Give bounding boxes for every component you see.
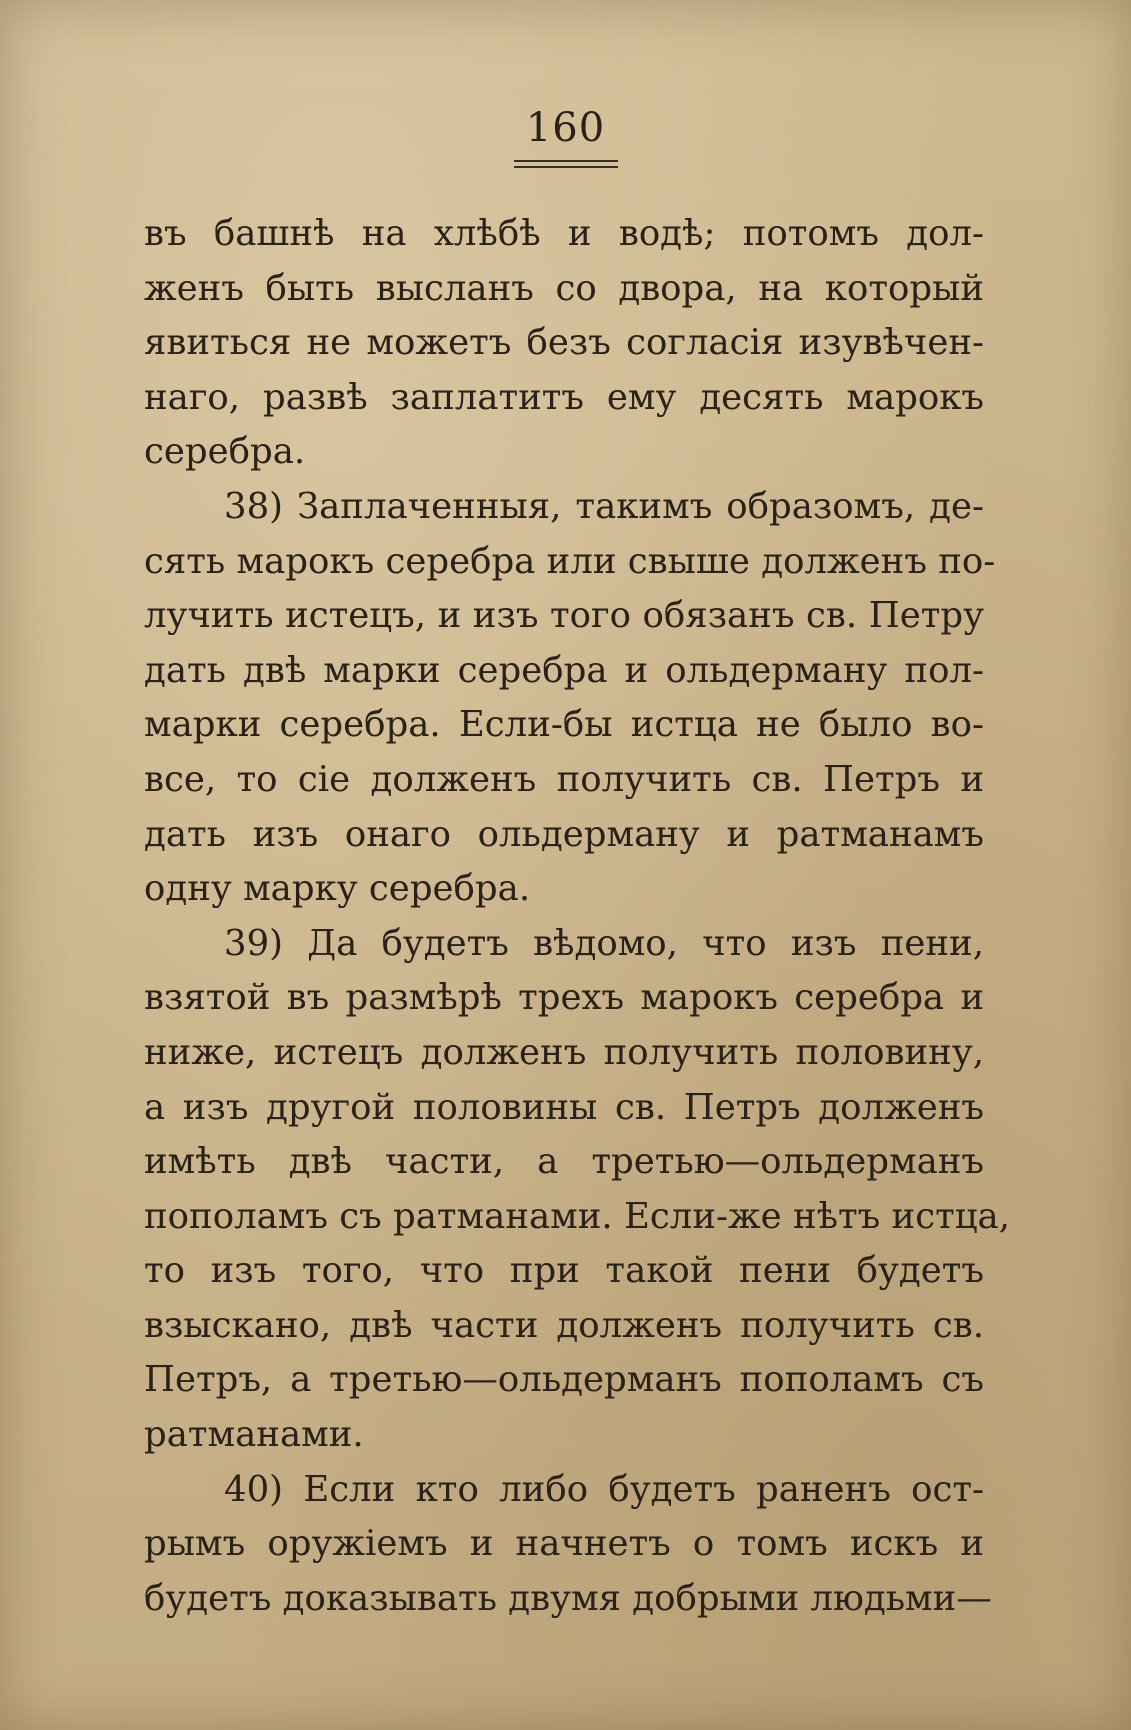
- paragraph-38: [144, 480, 996, 917]
- page-header: [0, 104, 1131, 168]
- text-line: одну марку серебра.: [144, 868, 531, 910]
- text-line: взыскано, двѣ части долженъ получить св.: [144, 1304, 984, 1346]
- text-line: то изъ того, что при такой пени будетъ: [144, 1250, 984, 1292]
- text-line: пополамъ съ ратманами. Если-же нѣтъ истца,: [144, 1195, 1010, 1237]
- text-line: дать двѣ марки серебра и ольдерману пол-: [144, 649, 984, 691]
- text-line: 40) Если кто либо будетъ раненъ ост-: [224, 1468, 984, 1510]
- text-line: все, то сіе долженъ получить св. Петръ и: [144, 758, 984, 800]
- body-text: [144, 207, 1010, 1626]
- paragraph-39: [144, 917, 1010, 1463]
- text-line: Петръ, а третью—ольдерманъ пополамъ съ: [144, 1359, 984, 1401]
- text-line: 39) Да будетъ вѣдомо, что изъ пени,: [224, 922, 984, 964]
- text-line: взятой въ размѣрѣ трехъ марокъ серебра и: [144, 977, 984, 1019]
- text-line: имѣть двѣ части, а третью—ольдерманъ: [144, 1141, 984, 1183]
- paragraph-continuation: [144, 207, 984, 480]
- text-line: а изъ другой половины св. Петръ долженъ: [144, 1086, 984, 1128]
- header-double-rule: [514, 160, 618, 168]
- text-line: 38) Заплаченныя, такимъ образомъ, де-: [224, 485, 984, 527]
- text-line: явиться не можетъ безъ согласія изувѣчен-: [144, 322, 984, 364]
- text-line: марки серебра. Если-бы истца не было во-: [144, 704, 984, 746]
- text-line: наго, развѣ заплатитъ ему десять марокъ: [144, 376, 984, 418]
- text-line: серебра.: [144, 431, 306, 473]
- text-line: будетъ доказывать двумя добрыми людьми—: [144, 1577, 992, 1619]
- text-line: сять марокъ серебра или свыше долженъ по-: [144, 540, 996, 582]
- text-line: рымъ оружіемъ и начнетъ о томъ искъ и: [144, 1523, 984, 1565]
- text-line: ниже, истецъ долженъ получить половину,: [144, 1031, 984, 1073]
- text-line: ратманами.: [144, 1414, 364, 1456]
- page-number: 160: [525, 105, 606, 151]
- text-line: женъ быть высланъ со двора, на который: [144, 267, 984, 309]
- text-line: въ башнѣ на хлѣбѣ и водѣ; потомъ дол-: [144, 213, 984, 254]
- text-line: дать изъ онаго ольдерману и ратманамъ: [144, 813, 984, 855]
- paragraph-40: [144, 1463, 992, 1627]
- text-line: лучить истецъ, и изъ того обязанъ св. Петру: [144, 595, 984, 637]
